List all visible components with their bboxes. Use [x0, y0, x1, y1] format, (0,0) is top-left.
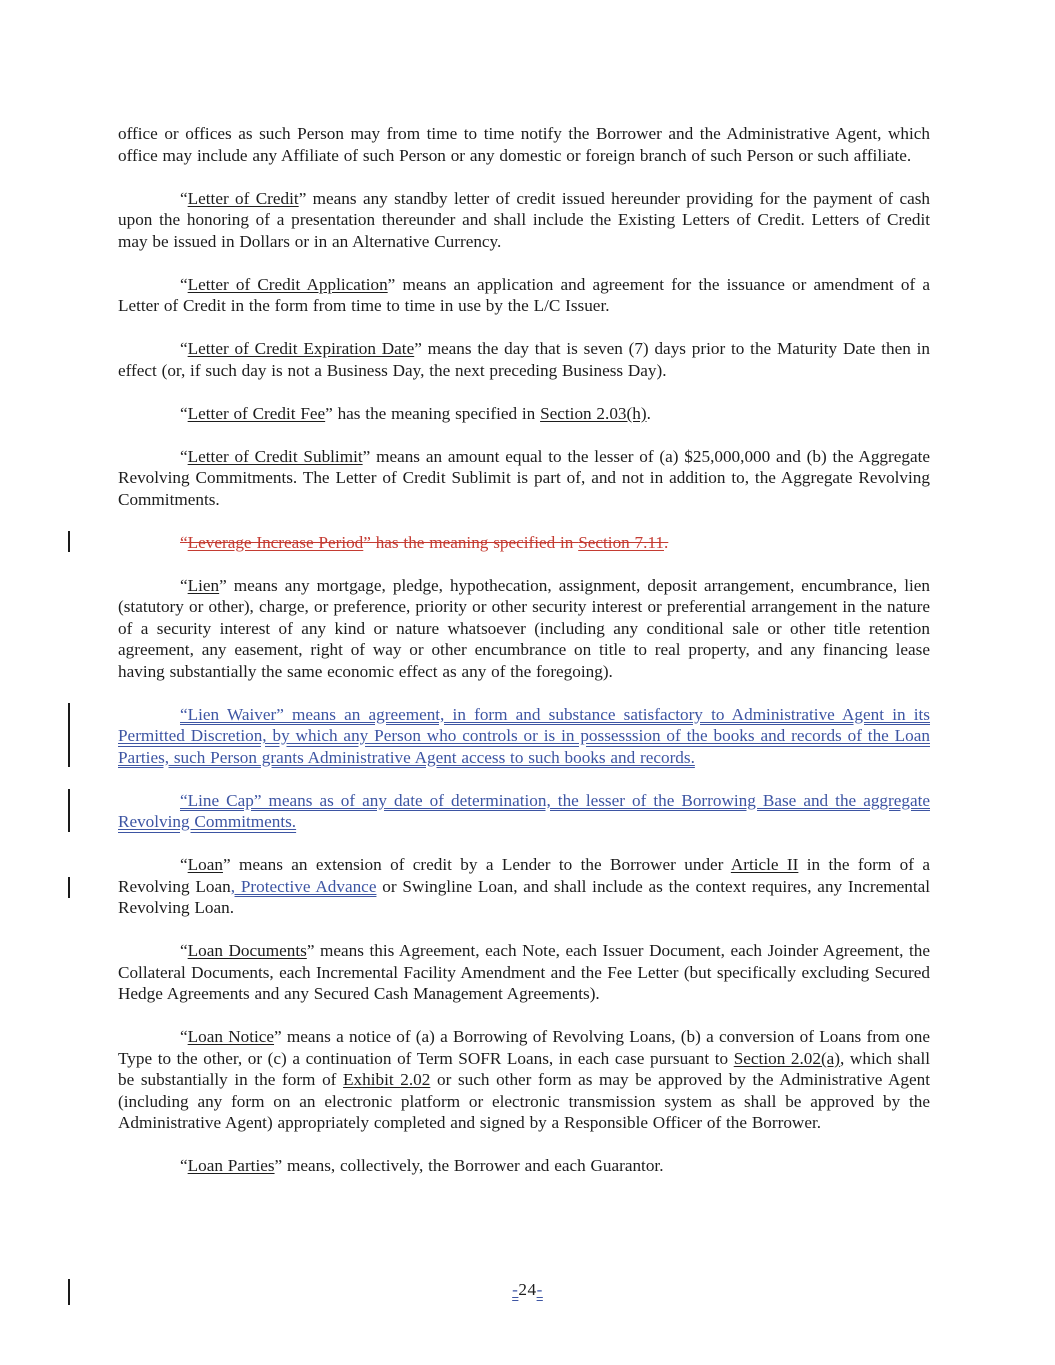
- para-loan-documents: [118, 940, 930, 1005]
- change-bar: [68, 531, 70, 553]
- text-segment: Letter of Credit: [187, 188, 299, 208]
- text-segment: ” means an extension of credit by a Lender to the Borrower under: [222, 855, 731, 874]
- text-segment: “: [180, 532, 188, 552]
- text-segment: “Lien Waiver” means an agreement, in form and substance satisfactory to Administrative Agent in its Permitted Discretion, by which any Person who controls or is in possesssion of the books and records of the Loan Parties, such Person grants Administrative Agent access to such books and records.: [118, 704, 930, 767]
- text-segment: in the form of a Revolving Loan: [118, 855, 930, 896]
- text-segment: “: [180, 855, 188, 874]
- text-segment: Loan Notice: [187, 1027, 275, 1046]
- para-loan: [118, 854, 930, 919]
- text-segment: “: [180, 1027, 188, 1046]
- text-segment: “: [180, 274, 188, 294]
- text-segment: or Swingline Loan, and shall include as the context requires, any Incremental Revolving Loan.: [118, 876, 930, 917]
- text-segment: .: [646, 403, 651, 423]
- text-segment: Exhibit 2.02: [343, 1070, 431, 1089]
- para-leverage-increase-period-deleted: [118, 532, 930, 554]
- text-segment: ” means an application and agreement for the issuance or amendment of a Letter of Credit in the form from time to time in use by the L/C Issuer.: [118, 274, 930, 315]
- text-segment: , which shall be substantially in the form of: [118, 1048, 930, 1089]
- page-number: [512, 1280, 543, 1299]
- para-letter-of-credit: [118, 188, 930, 253]
- change-bar: [68, 1279, 70, 1305]
- text-segment: Letter of Credit Application: [187, 274, 388, 294]
- text-segment: Loan: [187, 855, 223, 874]
- text-segment: Letter of Credit Fee: [187, 403, 326, 423]
- text-segment: ” means the day that is seven (7) days prior to the Maturity Date then in effect (or, if such day is not a Business Day, the next preceding Business Day).: [118, 339, 930, 380]
- page-footer: [0, 1279, 1055, 1301]
- text-segment: Section 2.02(a): [733, 1048, 841, 1068]
- text-segment: Letter of Credit Sublimit: [187, 446, 363, 466]
- text-segment: ” means, collectively, the Borrower and each Guarantor.: [274, 1156, 664, 1175]
- para-lien: [118, 575, 930, 683]
- text-segment: ” means this Agreement, each Note, each Issuer Document, each Joinder Agreement, the Collateral Documents, each Incremental Facility Amendment and the Fee Letter (but specifically excluding Secured Hedge Agreements and any Secured Cash Management Agreements).: [118, 941, 931, 1003]
- text-segment: ” has the meaning specified in: [325, 403, 541, 423]
- text-segment: “: [180, 446, 188, 466]
- text-segment: or such other form as may be approved by the Administrative Agent (including any form on an electronic platform or electronic transmission system as shall be approved by the Administrative Agent) appropriately completed and signed by a Responsible Officer of the Borrower.: [118, 1070, 931, 1132]
- text-segment: .: [664, 532, 669, 552]
- change-bar: [68, 789, 70, 832]
- para-letter-of-credit-sublimit: [118, 446, 930, 511]
- text-segment: Section 2.03(h): [540, 403, 647, 423]
- text-segment: Loan Parties: [187, 1156, 275, 1175]
- text-segment: “: [180, 403, 188, 423]
- para-letter-of-credit-application: [118, 274, 930, 317]
- document-body: [118, 123, 930, 1198]
- text-segment: “: [180, 339, 188, 358]
- para-lien-waiver-inserted: [118, 704, 930, 769]
- para-letter-of-credit-expiration-date: [118, 338, 930, 381]
- text-segment: “: [180, 188, 188, 208]
- text-segment: “: [180, 1156, 188, 1175]
- text-segment: “: [180, 575, 188, 595]
- text-segment: Article II: [730, 855, 799, 874]
- text-segment: “Line Cap” means as of any date of determination, the lesser of the Borrowing Base and the aggregate Revolving Commitments.: [118, 790, 930, 831]
- para-office-continuation: [118, 123, 930, 166]
- para-loan-parties: [118, 1155, 930, 1177]
- text-segment: , Protective Advance: [230, 876, 377, 896]
- text-segment: Section 7.11: [578, 532, 664, 552]
- text-segment: Letter of Credit Expiration Date: [187, 339, 415, 358]
- change-bar: [68, 877, 70, 898]
- page-number-prefix: -: [512, 1280, 519, 1299]
- page-number-value: 24: [518, 1280, 537, 1299]
- page-number-suffix: -: [536, 1280, 543, 1299]
- text-segment: office or offices as such Person may from time to time notify the Borrower and the Administrative Agent, which office may include any Affiliate of such Person or any domestic or foreign branch of such Person or such affiliate.: [118, 124, 930, 165]
- para-loan-notice: [118, 1026, 930, 1134]
- text-segment: ” has the meaning specified in: [363, 532, 579, 552]
- text-segment: ” means a notice of (a) a Borrowing of Revolving Loans, (b) a conversion of Loans from one Type to the other, or (c) a continuation of Term SOFR Loans, in each case pursuant to: [118, 1027, 930, 1068]
- para-letter-of-credit-fee: [118, 403, 930, 425]
- change-bar: [68, 703, 70, 768]
- para-line-cap-inserted: [118, 790, 930, 833]
- text-segment: Lien: [187, 575, 220, 595]
- text-segment: ” means any mortgage, pledge, hypothecation, assignment, deposit arrangement, encumbrance, lien (statutory or other), charge, or preference, priority or other security interest or preferential arrangement in the nature of a security interest of any kind or nature whatsoever (including any conditional sale or other title retention agreement, any easement, right of way or other encumbrance on title to real property, and any financing lease having substantially the same economic effect as any of the foregoing).: [118, 575, 930, 681]
- text-segment: ” means an amount equal to the lesser of (a) $25,000,000 and (b) the Aggregate Revolving Commitments. The Letter of Credit Sublimit is part of, and not in addition to, the Aggregate Revolving Commitments.: [118, 446, 930, 509]
- text-segment: “: [180, 941, 188, 960]
- text-segment: Loan Documents: [187, 941, 307, 960]
- text-segment: ” means any standby letter of credit issued hereunder providing for the payment of cash upon the honoring of a presentation thereunder and shall include the Existing Letters of Credit. Letters of Credit may be issued in Dollars or in an Alternative Currency.: [118, 188, 930, 251]
- text-segment: Leverage Increase Period: [187, 532, 364, 552]
